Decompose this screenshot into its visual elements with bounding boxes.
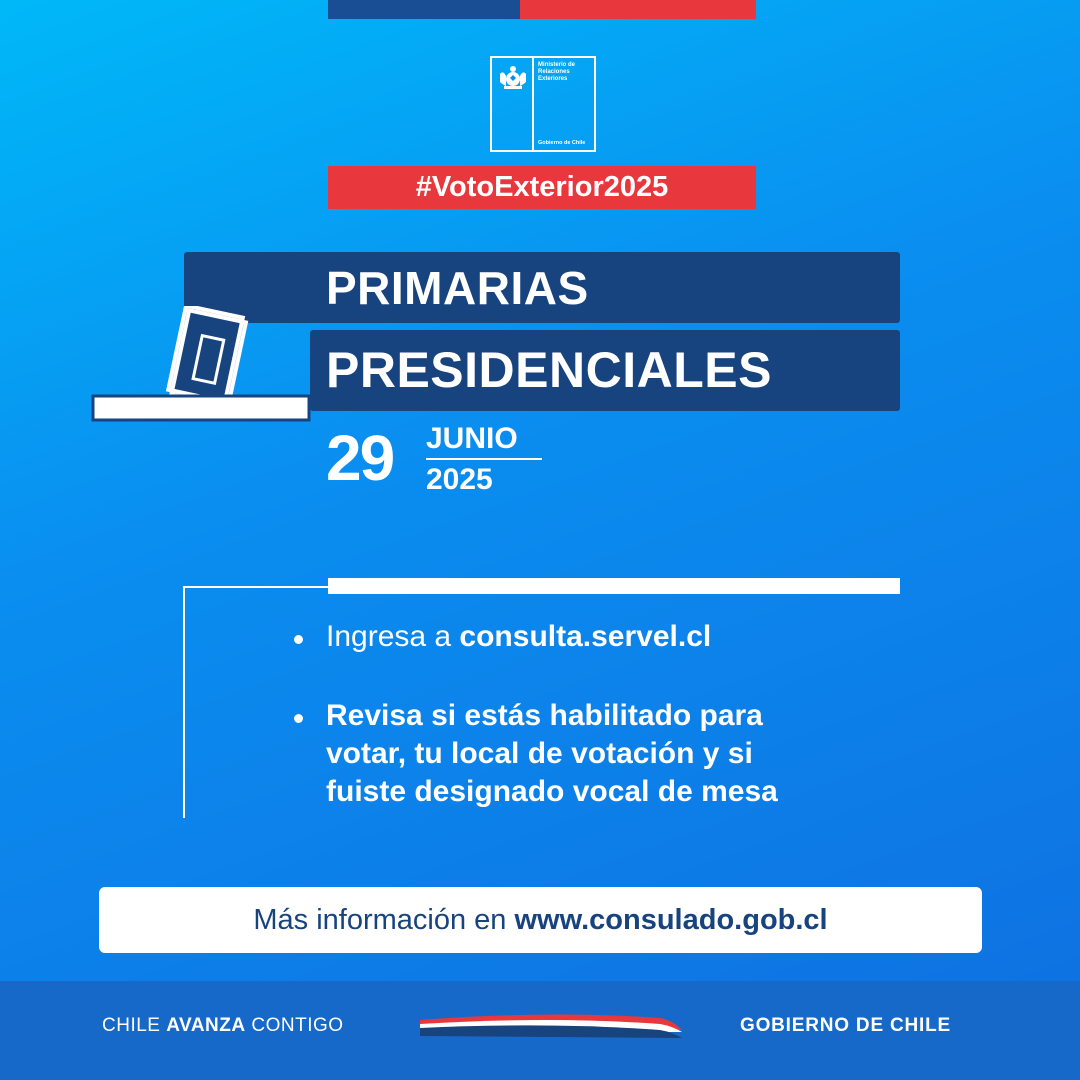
- title-line-2: PRESIDENCIALES: [326, 342, 772, 398]
- bullet-1-prefix: Ingresa a: [326, 620, 460, 653]
- logo-footer-text: Gobierno de Chile: [538, 140, 586, 146]
- bullet-item-2: [326, 697, 778, 811]
- bullet-2-line3: fuiste designado vocal de mesa: [326, 775, 778, 808]
- bullet-dot-1: [294, 635, 303, 644]
- ministry-name: [538, 62, 594, 83]
- consulado-link[interactable]: www.consulado.gob.cl: [514, 904, 828, 936]
- ministry-logo: [490, 56, 596, 152]
- title-line-1: PRIMARIAS: [326, 262, 589, 314]
- top-flag-blue-bar: [328, 0, 520, 19]
- footer-slogan: [102, 1015, 344, 1037]
- bullet-item-1: [326, 618, 711, 656]
- bullet-2-line2: votar, tu local de votación y si: [326, 737, 753, 770]
- date-divider: [426, 458, 542, 460]
- date-day: 29: [326, 422, 394, 494]
- slogan-part-2: AVANZA: [166, 1015, 246, 1036]
- ministry-name-line3: Exteriores: [538, 76, 568, 82]
- bullet-dot-2: [294, 714, 303, 723]
- flag-swoosh-icon: [420, 1012, 682, 1040]
- top-flag-red-bar: [520, 0, 756, 19]
- hashtag-banner: #VotoExterior2025: [328, 166, 756, 209]
- date-month: JUNIO: [426, 422, 518, 455]
- date-year: 2025: [426, 463, 493, 496]
- slogan-part-3: CONTIGO: [245, 1015, 344, 1036]
- slogan-part-1: CHILE: [102, 1015, 167, 1036]
- ministry-name-line1: Ministerio de: [538, 62, 576, 68]
- ballot-box-icon: [90, 306, 312, 426]
- info-prefix: Más información en: [253, 904, 515, 936]
- info-box: [99, 887, 982, 953]
- logo-divider: [532, 58, 534, 150]
- bullet-2-line1: Revisa si estás habilitado para: [326, 699, 763, 732]
- footer-government: GOBIERNO DE CHILE: [740, 1015, 952, 1036]
- chile-coat-of-arms-icon: [498, 64, 528, 90]
- frame-top-thick-bar: [328, 578, 900, 594]
- servel-link[interactable]: consulta.servel.cl: [459, 620, 712, 653]
- ministry-name-line2: Relaciones: [538, 69, 570, 75]
- frame-top-thin-line: [184, 586, 330, 588]
- frame-left-line: [183, 586, 185, 818]
